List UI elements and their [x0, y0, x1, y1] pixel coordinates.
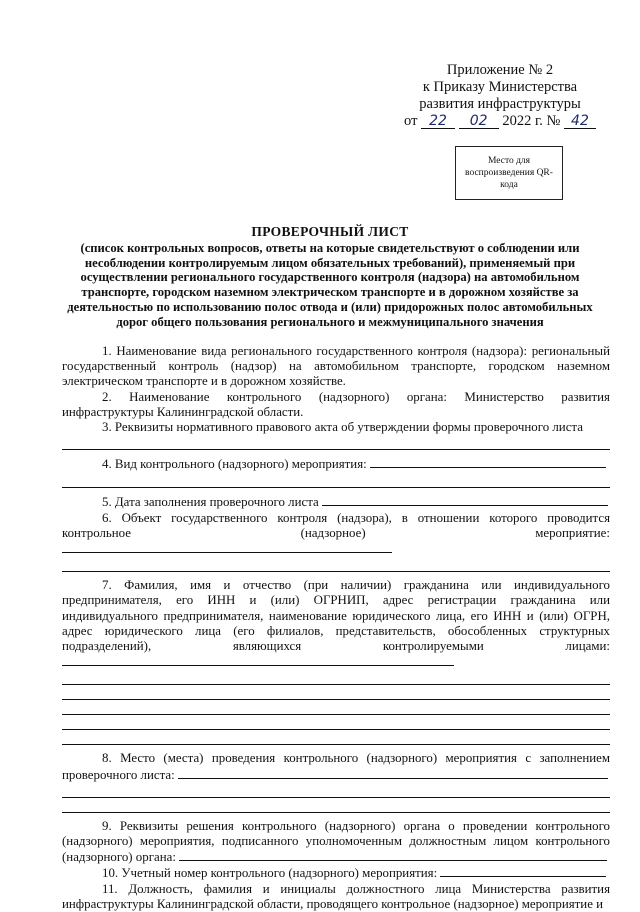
item-7-fill[interactable]	[62, 654, 454, 666]
appendix-date-line	[400, 113, 600, 130]
item-6-fill[interactable]	[62, 541, 392, 553]
item-4-fill[interactable]	[370, 456, 606, 468]
item-6: 6. Объект государственного контроля (надзора), в отношении которого проводится контрольное (надзорное) мероприятие:	[62, 510, 610, 540]
item-9: 9. Реквизиты решения контрольного (надзорного) органа о проведении контрольного (надзорного) мероприятия, подписанного уполномоченным должностным лицом контрольного (надзорного) органа:	[62, 818, 610, 865]
date-day-handwritten: 22	[421, 114, 455, 129]
item-3-fill-line[interactable]	[62, 435, 610, 450]
date-prefix: от	[404, 113, 418, 129]
item-7-fill-line-1[interactable]	[62, 670, 610, 685]
item-2: 2. Наименование контрольного (надзорного) органа: Министерство развития инфраструктуры Калининградской области.	[62, 389, 610, 419]
qr-code-placeholder	[455, 146, 563, 200]
item-5: 5. Дата заполнения проверочного листа	[102, 495, 319, 510]
item-8-fill-line-2[interactable]	[62, 798, 610, 813]
title-main: ПРОВЕРОЧНЫЙ ЛИСТ	[251, 224, 409, 239]
item-6-line	[62, 511, 610, 558]
document-title	[60, 225, 600, 330]
item-10: 10. Учетный номер контрольного (надзорного) мероприятия:	[102, 866, 438, 881]
appendix-header	[400, 62, 600, 130]
item-10-line	[62, 865, 610, 881]
item-4-fill-line[interactable]	[62, 472, 610, 488]
item-6-fill-line[interactable]	[62, 557, 610, 572]
item-7-fill-line-5[interactable]	[62, 730, 610, 745]
item-7-fill-line-3[interactable]	[62, 700, 610, 715]
item-11: 11. Должность, фамилия и инициалы должностного лица Министерства развития инфраструктуры Калининградской области, проводящего контрольное (надзорное) мероприятие и	[62, 881, 610, 911]
item-9-fill[interactable]	[179, 849, 607, 861]
item-10-fill[interactable]	[440, 865, 606, 877]
appendix-order: к Приказу Министерства	[422, 79, 578, 95]
document-body	[62, 344, 610, 912]
item-5-fill[interactable]	[322, 494, 608, 506]
date-month-handwritten: 02	[459, 114, 499, 129]
item-7-line	[62, 578, 610, 670]
order-number-handwritten: 42	[564, 114, 596, 129]
item-7: 7. Фамилия, имя и отчество (при наличии) гражданина или индивидуального предпринимателя, его ИНН и (или) ОГРНИП, адрес регистрации гражданина или индивидуального предпринимателя, наименование юридического лица, его ИНН и (или) ОГРН, адрес юридического лица (его филиалов, представительств, обособленных структурных подразделений), являющихся контролируемыми лицами:	[62, 578, 610, 654]
item-8-fill[interactable]	[178, 767, 608, 779]
item-8-line	[62, 751, 610, 782]
item-8-fill-line-1[interactable]	[62, 783, 610, 798]
title-subtitle: (список контрольных вопросов, ответы на которые свидетельствуют о соблюдении или несоблюдении контролируемым лицом обязательных требований), применяемый при осуществлении регионального государственного контроля (надзора) на автомобильном транспорте, городском наземном электрическом транспорте и в дорожном хозяйстве за деятельностью по использованию полос отвода и (или) придорожных полос автомобильных дорог общего пользования регионального и межмуниципального значения	[67, 240, 593, 329]
item-8: 8. Место (места) проведения контрольного (надзорного) мероприятия с заполнением проверочного листа:	[62, 751, 610, 782]
appendix-number: Приложение № 2	[446, 62, 554, 78]
item-7-fill-line-4[interactable]	[62, 715, 610, 730]
item-4-line	[62, 456, 610, 472]
item-1: 1. Наименование вида регионального государственного контроля (надзора): региональный государственный контроль (надзор) на автомобильном транспорте, городском наземном электрическом транспорте и в дорожном хозяйстве.	[62, 344, 610, 389]
item-7-fill-line-2[interactable]	[62, 685, 610, 700]
item-9-line	[62, 819, 610, 866]
item-5-line	[62, 494, 610, 510]
item-4: 4. Вид контрольного (надзорного) мероприятия:	[102, 457, 367, 472]
appendix-ministry: развития инфраструктуры	[419, 96, 581, 112]
item-3: 3. Реквизиты нормативного правового акта об утверждении формы проверочного листа	[102, 420, 583, 435]
qr-code-placeholder-text: Место для воспроизведения QR-кода	[465, 156, 553, 190]
date-year: 2022 г. №	[502, 113, 561, 129]
